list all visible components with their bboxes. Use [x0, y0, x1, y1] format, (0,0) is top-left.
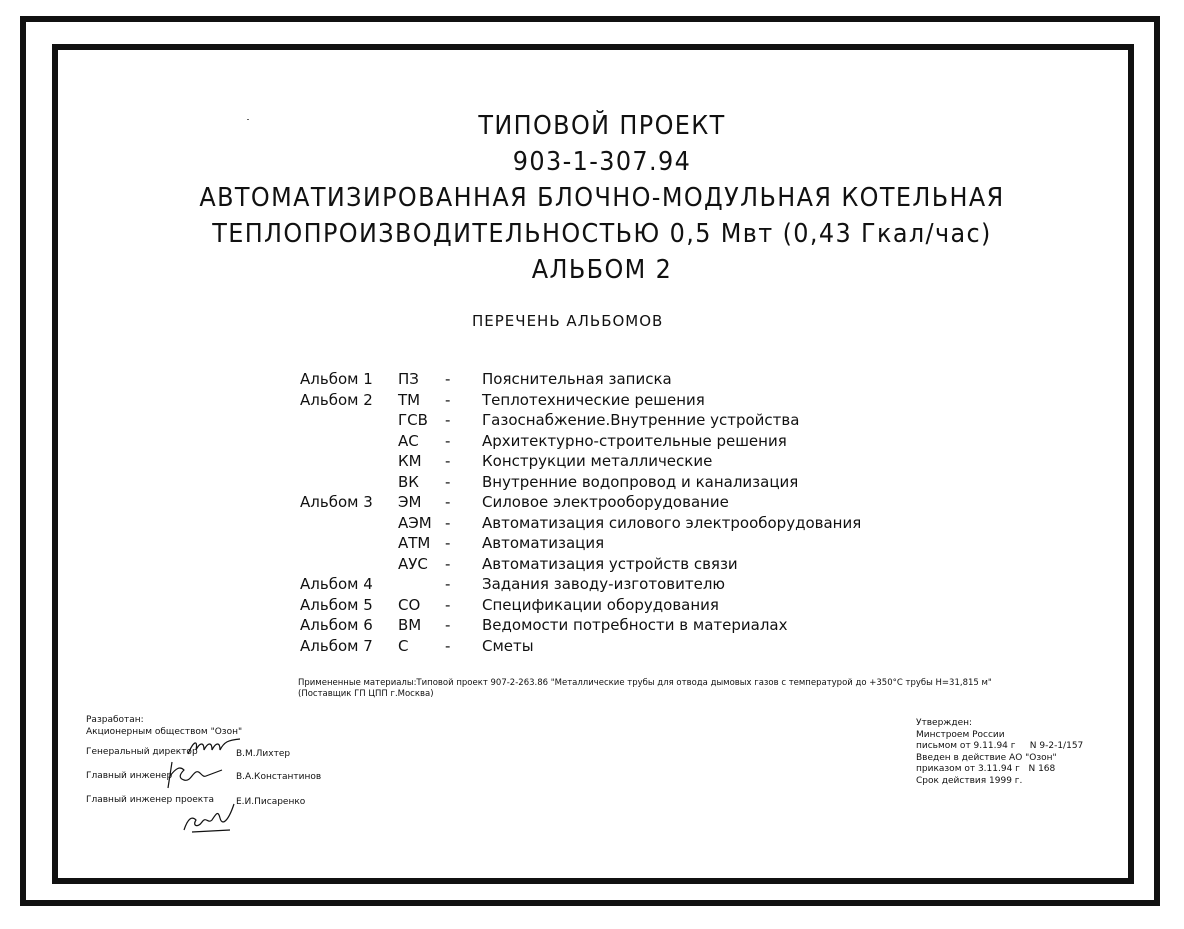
role-label: Главный инженер [86, 771, 173, 781]
album-description: Автоматизация силового электрооборудования [482, 513, 862, 532]
director-name: В.М.Лихтер [236, 749, 291, 759]
dash: - [445, 472, 451, 491]
album-label: Альбом 6 [300, 616, 373, 634]
project-number: 903-1-307.94 [512, 147, 692, 177]
dash: - [445, 575, 451, 593]
album-label: Альбом 1 [300, 370, 373, 388]
album-description: Конструкции металлические [482, 452, 713, 470]
title-line-1: ТИПОВОЙ ПРОЕКТ [478, 111, 726, 141]
signature-chief-engineer [162, 760, 224, 790]
developer-block [86, 714, 242, 738]
approval-line-4: Введен в действие АО "Озон" [916, 752, 1057, 763]
album-description: Автоматизация [482, 534, 605, 552]
chief-engineer-name: В.А.Константинов [236, 772, 322, 782]
developer-org: Акционерным обществом "Озон" [86, 727, 243, 737]
album-description: Внутренние водопровод и канализация [482, 472, 799, 491]
album-title: АЛЬБОМ 2 [531, 255, 673, 285]
album-description: Силовое электрооборудование [482, 493, 729, 511]
role-label: Главный инженер проекта [86, 795, 214, 805]
album-description: Спецификации оборудования [482, 595, 719, 614]
approval-block [916, 718, 1083, 787]
materials-note [298, 678, 992, 700]
album-description: Автоматизация устройств связи [482, 554, 738, 573]
album-label: Альбом 3 [300, 493, 373, 511]
project-engineer-name: Е.И.Писаренко [236, 797, 306, 807]
dash: - [445, 595, 451, 614]
album-code: АУС [398, 554, 428, 573]
album-code: КМ [398, 452, 422, 470]
approval-line-2: Минстроем России [916, 729, 1005, 740]
approval-line-6: Срок действия 1999 г. [916, 775, 1023, 786]
album-description: Теплотехнические решения [482, 390, 705, 409]
album-description: Задания заводу-изготовителю [482, 575, 726, 593]
title-line-4: ТЕПЛОПРОИЗВОДИТЕЛЬНОСТЬЮ 0,5 Мвт (0,43 Гкал/час) [212, 219, 992, 249]
album-description: Пояснительная записка [482, 370, 672, 388]
album-code: ГСВ [398, 411, 428, 429]
album-code: ВК [398, 472, 419, 491]
signature-row-director [86, 747, 198, 757]
dash: - [445, 534, 451, 552]
dash: - [445, 370, 451, 388]
dash: - [445, 493, 451, 511]
album-label: Альбом 2 [300, 390, 373, 409]
dash: - [445, 390, 451, 409]
developer-label: Разработан: [86, 715, 144, 725]
album-description: Ведомости потребности в материалах [482, 616, 788, 634]
album-description: Архитектурно-строительные решения [482, 431, 787, 450]
dash: - [445, 554, 451, 573]
title-block [52, 108, 1152, 288]
signature-director [186, 736, 242, 760]
album-code: ПЗ [398, 370, 419, 388]
approval-line-5: приказом от 3.11.94 г N 168 [916, 764, 1056, 774]
dash: - [445, 636, 451, 655]
approval-line-1: Утвержден: [916, 718, 973, 728]
list-heading: ПЕРЕЧЕНЬ АЛЬБОМОВ [472, 312, 664, 330]
album-label: Альбом 7 [300, 636, 373, 655]
dash: - [445, 513, 451, 532]
album-description: Сметы [482, 636, 534, 655]
album-description: Газоснабжение.Внутренние устройства [482, 411, 800, 429]
album-code: СО [398, 595, 421, 614]
album-code: ВМ [398, 616, 422, 634]
title-line-3: АВТОМАТИЗИРОВАННАЯ БЛОЧНО-МОДУЛЬНАЯ КОТЕЛЬНАЯ [199, 183, 1005, 213]
materials-line-1: Примененные материалы:Типовой проект 907-2-263.86 "Металлические трубы для отвода дымовых газов с температурой до +350°С трубы Н=31,815 м" [298, 678, 992, 688]
album-code: АЭМ [398, 513, 432, 532]
album-label: Альбом 5 [300, 595, 373, 614]
album-code: С [398, 636, 409, 655]
album-code: ТМ [398, 390, 421, 409]
signature-row-chief-engineer [86, 771, 172, 781]
album-code: АТМ [398, 534, 431, 552]
dash: - [445, 616, 451, 634]
dash: - [445, 431, 451, 450]
album-code: ЭМ [398, 493, 422, 511]
materials-line-2: (Поставщик ГП ЦПП г.Москва) [298, 689, 434, 699]
album-code: АС [398, 431, 419, 450]
role-label: Генеральный директор [86, 747, 198, 757]
dash: - [445, 411, 451, 429]
album-label: Альбом 4 [300, 575, 373, 593]
approval-line-3: письмом от 9.11.94 г N 9-2-1/157 [916, 741, 1084, 751]
signature-project-engineer [178, 800, 240, 834]
dash: - [445, 452, 451, 470]
